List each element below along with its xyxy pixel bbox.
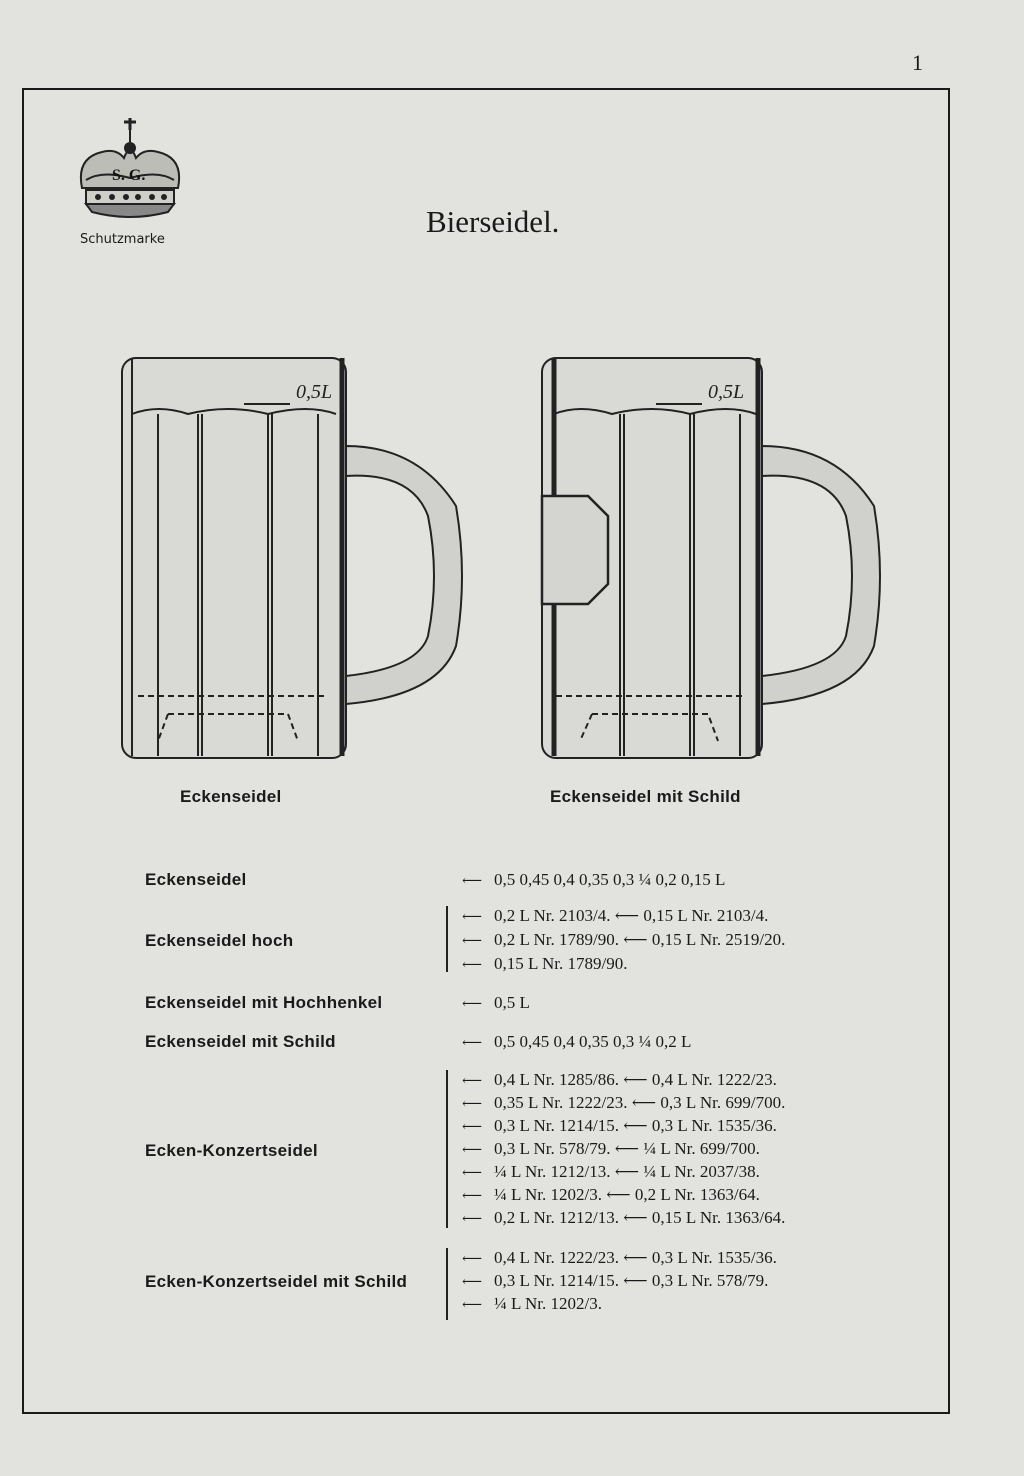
page-title: Bierseidel. xyxy=(426,204,560,239)
arrow-icon: ⟵ xyxy=(462,1143,483,1158)
eckenseidel-mit-schild-illustration xyxy=(536,356,896,766)
brace-icon xyxy=(446,906,458,972)
arrow-icon: ⟵ xyxy=(462,958,483,973)
group-line: ⟵ 0,15 L Nr. 1789/90. xyxy=(462,954,628,973)
arrow-icon: ⟵ xyxy=(462,1097,483,1112)
brace-icon xyxy=(446,1070,458,1228)
group-line: ⟵ 0,5 L xyxy=(462,993,530,1012)
group-line: ⟵ ¼ L Nr. 1212/13. ⟵ ¼ L Nr. 2037/38. xyxy=(462,1162,760,1181)
group-label: Ecken-Konzertseidel mit Schild xyxy=(145,1272,408,1291)
group-label: Eckenseidel mit Schild xyxy=(145,1032,336,1051)
page-number: 1 xyxy=(912,50,923,75)
arrow-icon: ⟵ xyxy=(462,1189,483,1204)
arrow-icon: ⟵ xyxy=(462,874,483,889)
group-line: ⟵ 0,3 L Nr. 1214/15. ⟵ 0,3 L Nr. 1535/36. xyxy=(462,1116,777,1135)
group-line: ⟵ 0,3 L Nr. 1214/15. ⟵ 0,3 L Nr. 578/79. xyxy=(462,1271,769,1290)
group-line: ⟵ 0,3 L Nr. 578/79. ⟵ ¼ L Nr. 699/700. xyxy=(462,1139,760,1158)
arrow-icon: ⟵ xyxy=(462,910,483,925)
group-line: ⟵ 0,35 L Nr. 1222/23. ⟵ 0,3 L Nr. 699/700. xyxy=(462,1093,786,1112)
logo-letters: S. G. xyxy=(112,167,146,184)
group-line: ⟵ 0,2 L Nr. 1789/90. ⟵ 0,15 L Nr. 2519/20. xyxy=(462,930,786,949)
group-label: Ecken-Konzertseidel xyxy=(145,1141,318,1160)
group-label: Eckenseidel hoch xyxy=(145,931,294,950)
illustration-caption: Eckenseidel xyxy=(180,787,282,806)
volume-mark: 0,5L xyxy=(708,381,745,403)
crown-trademark-icon xyxy=(72,118,192,250)
illustration-caption: Eckenseidel mit Schild xyxy=(550,787,741,806)
arrow-icon: ⟵ xyxy=(462,1298,483,1313)
arrow-icon: ⟵ xyxy=(462,1166,483,1181)
logo-caption: Schutzmarke xyxy=(80,232,165,247)
arrow-icon: ⟵ xyxy=(462,1120,483,1135)
group-line: ⟵ 0,4 L Nr. 1222/23. ⟵ 0,3 L Nr. 1535/36. xyxy=(462,1248,777,1267)
group-line: ⟵ 0,2 L Nr. 2103/4. ⟵ 0,15 L Nr. 2103/4. xyxy=(462,906,769,925)
group-line: ⟵ 0,2 L Nr. 1212/13. ⟵ 0,15 L Nr. 1363/64. xyxy=(462,1208,786,1227)
arrow-icon: ⟵ xyxy=(462,934,483,949)
arrow-icon: ⟵ xyxy=(462,1036,483,1051)
brace-icon xyxy=(446,1248,458,1320)
group-line: ⟵ 0,4 L Nr. 1285/86. ⟵ 0,4 L Nr. 1222/23. xyxy=(462,1070,777,1089)
group-line: ⟵ 0,5 0,45 0,4 0,35 0,3 ¼ 0,2 L xyxy=(462,1032,692,1051)
group-line: ⟵ 0,5 0,45 0,4 0,35 0,3 ¼ 0,2 0,15 L xyxy=(462,870,726,889)
group-label: Eckenseidel mit Hochhenkel xyxy=(145,993,383,1012)
arrow-icon: ⟵ xyxy=(462,1252,483,1267)
arrow-icon: ⟵ xyxy=(462,1212,483,1227)
group-line: ⟵ ¼ L Nr. 1202/3. ⟵ 0,2 L Nr. 1363/64. xyxy=(462,1185,760,1204)
group-label: Eckenseidel xyxy=(145,870,247,889)
group-line: ⟵ ¼ L Nr. 1202/3. xyxy=(462,1294,602,1313)
eckenseidel-illustration xyxy=(118,356,478,766)
arrow-icon: ⟵ xyxy=(462,997,483,1012)
arrow-icon: ⟵ xyxy=(462,1074,483,1089)
volume-mark: 0,5L xyxy=(296,381,333,403)
arrow-icon: ⟵ xyxy=(462,1275,483,1290)
